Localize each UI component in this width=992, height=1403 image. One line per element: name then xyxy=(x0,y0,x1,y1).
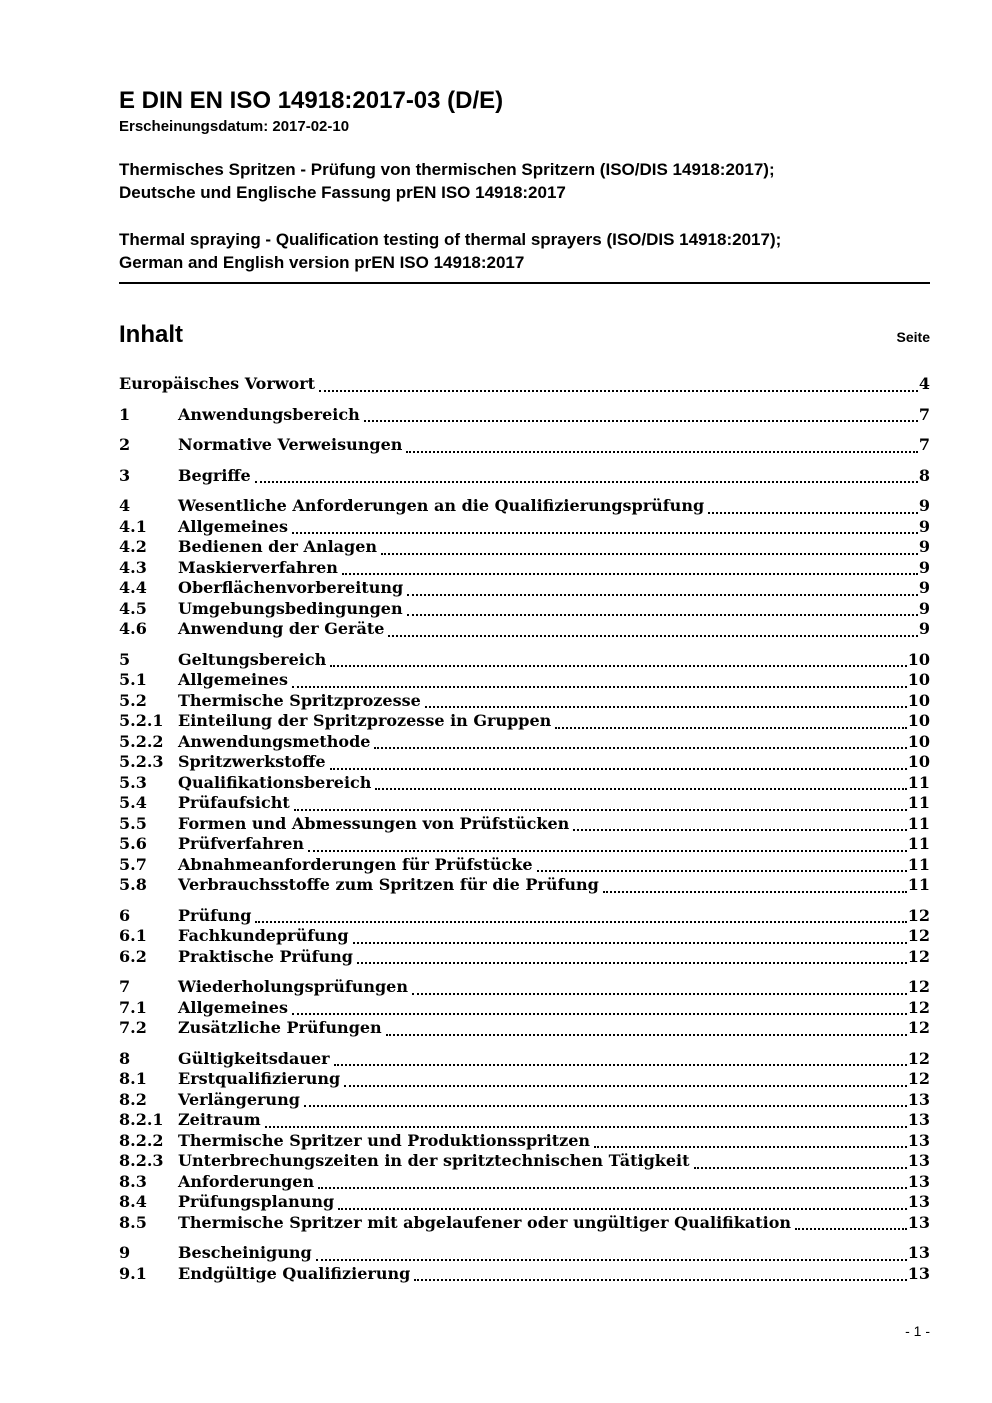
dot-leader xyxy=(265,1126,907,1128)
toc-entry-number: 4.4 xyxy=(119,578,147,597)
toc-entry-page: 13 xyxy=(907,1171,930,1191)
toc-entry-page: 13 xyxy=(907,1151,930,1170)
toc-entry-number: 6 xyxy=(119,905,131,925)
toc-entry-page: 12 xyxy=(907,1069,930,1088)
toc-entry-page: 13 xyxy=(907,1192,930,1211)
dot-leader xyxy=(795,1228,907,1230)
toc-entry xyxy=(119,1049,930,1070)
toc-entry xyxy=(119,1192,930,1213)
toc-entry-title: Anwendung der Geräte xyxy=(178,619,385,638)
toc-entry-title: Thermische Spritzprozesse xyxy=(178,690,421,710)
toc-entry-number: 5 xyxy=(119,649,131,669)
toc-entry xyxy=(119,998,930,1019)
publish-date: Erscheinungsdatum: 2017-02-10 xyxy=(119,118,350,135)
dot-leader xyxy=(708,512,918,514)
toc-entry xyxy=(119,496,930,517)
toc-entry-title: Zusätzliche Prüfungen xyxy=(178,1018,382,1037)
toc-entry-title: Qualifikationsbereich xyxy=(178,772,372,792)
toc-entry-title: Thermische Spritzer mit abgelaufener oder ungültiger Qualifikation xyxy=(178,1212,792,1232)
toc-entry-page: 12 xyxy=(907,1018,930,1037)
toc-entry-number: 5.5 xyxy=(119,813,147,833)
toc-entry-page: 8 xyxy=(918,465,930,485)
title-english xyxy=(119,228,930,274)
dot-leader xyxy=(594,1146,907,1148)
toc-entry-title: Prüfaufsicht xyxy=(178,793,290,812)
toc-entry xyxy=(119,906,930,927)
toc-entry xyxy=(119,1151,930,1172)
toc-entry-number: 5.3 xyxy=(119,772,147,792)
toc-entry-page: 13 xyxy=(907,1110,930,1129)
toc-entry xyxy=(119,435,930,456)
toc-entry-page: 7 xyxy=(918,435,930,454)
toc-entry-page: 7 xyxy=(918,404,930,424)
toc-entry-title: Europäisches Vorwort xyxy=(119,374,316,393)
toc-entry-title: Erstqualifizierung xyxy=(178,1069,341,1088)
toc-entry-page: 10 xyxy=(907,711,930,730)
toc-entry-title: Allgemeines xyxy=(178,670,288,689)
dot-leader xyxy=(344,1085,907,1087)
toc-entry-page: 12 xyxy=(907,997,930,1017)
toc-entry-number: 5.2.2 xyxy=(119,731,164,751)
toc-entry xyxy=(119,875,930,896)
dot-leader xyxy=(319,390,918,392)
dot-leader xyxy=(316,1259,907,1261)
dot-leader xyxy=(603,891,907,893)
title-english-line1: Thermal spraying - Qualification testing of thermal sprayers (ISO/DIS 14918:2017); xyxy=(119,230,782,249)
toc-entry xyxy=(119,855,930,876)
toc-entry-page: 12 xyxy=(907,977,930,996)
toc-entry-title: Spritzwerkstoffe xyxy=(178,752,326,771)
toc-entry-title: Prüfverfahren xyxy=(178,834,305,853)
toc-entry-page: 13 xyxy=(907,1243,930,1262)
dot-leader xyxy=(294,809,907,811)
toc-entry-number: 1 xyxy=(119,404,131,424)
toc-entry-page: 9 xyxy=(918,578,930,597)
toc-entry-title: Begriffe xyxy=(178,465,251,485)
toc-entry-number: 4.3 xyxy=(119,557,147,577)
document-header xyxy=(119,86,930,284)
toc-entry-number: 8.1 xyxy=(119,1069,147,1088)
dot-leader xyxy=(318,1187,907,1189)
toc-entry-title: Thermische Spritzer und Produktionsspritzen xyxy=(178,1130,591,1150)
toc-entry-number: 5.8 xyxy=(119,875,147,894)
toc-entry-number: 8.2.2 xyxy=(119,1130,164,1150)
dot-leader xyxy=(292,532,918,534)
title-german xyxy=(119,158,930,204)
toc-entry-title: Prüfung xyxy=(178,905,252,925)
dot-leader xyxy=(555,727,906,729)
dot-leader xyxy=(357,962,907,964)
toc-entry xyxy=(119,947,930,968)
dot-leader xyxy=(330,768,907,770)
page-column-label: Seite xyxy=(896,329,930,345)
toc-entry-page: 4 xyxy=(918,374,930,393)
dot-leader xyxy=(407,594,918,596)
toc-entry-number: 8.5 xyxy=(119,1212,147,1232)
page-number-footer: - 1 - xyxy=(905,1323,930,1339)
dot-leader xyxy=(573,829,906,831)
toc-entry xyxy=(119,558,930,579)
toc-entry xyxy=(119,977,930,998)
toc-entry-number: 5.7 xyxy=(119,854,147,874)
dot-leader xyxy=(381,553,918,555)
dot-leader xyxy=(342,573,918,575)
toc-entry-title: Normative Verweisungen xyxy=(178,435,403,454)
toc-entry xyxy=(119,405,930,426)
dot-leader xyxy=(412,993,907,995)
toc-entry-number: 5.2.1 xyxy=(119,711,164,730)
toc-entry xyxy=(119,466,930,487)
toc-entry-page: 12 xyxy=(907,1048,930,1068)
toc-entry-page: 11 xyxy=(907,813,930,833)
toc-entry-title: Anwendungsbereich xyxy=(178,404,360,424)
toc-entry-title: Oberflächenvorbereitung xyxy=(178,578,404,597)
toc-entry-title: Praktische Prüfung xyxy=(178,946,353,966)
toc-entry-page: 13 xyxy=(907,1263,930,1283)
toc-entry-number: 8.2.3 xyxy=(119,1151,164,1170)
toc-entry xyxy=(119,752,930,773)
toc-entry xyxy=(119,537,930,558)
title-english-line2: German and English version prEN ISO 14918:2017 xyxy=(119,253,525,272)
dot-leader xyxy=(334,1064,907,1066)
toc-entry-title: Geltungsbereich xyxy=(178,649,327,669)
toc-entry-title: Anwendungsmethode xyxy=(178,731,371,751)
toc-entry-title: Verlängerung xyxy=(178,1089,300,1109)
toc-entry xyxy=(119,1090,930,1111)
dot-leader xyxy=(364,420,918,422)
toc-entry-page: 9 xyxy=(918,496,930,515)
toc-entry-number: 5.4 xyxy=(119,793,147,812)
toc-entry-page: 11 xyxy=(907,772,930,792)
toc-entry-page: 9 xyxy=(918,557,930,577)
dot-leader xyxy=(407,614,918,616)
toc-entry xyxy=(119,1243,930,1264)
toc-entry-title: Unterbrechungszeiten in der spritztechnischen Tätigkeit xyxy=(178,1151,690,1170)
header-divider xyxy=(119,282,930,284)
dot-leader xyxy=(425,706,907,708)
dot-leader xyxy=(414,1279,906,1281)
toc-entry-number: 4.2 xyxy=(119,537,147,556)
toc-entry-number: 2 xyxy=(119,435,131,454)
toc-entry-page: 10 xyxy=(907,670,930,689)
dot-leader xyxy=(537,870,907,872)
dot-leader xyxy=(353,942,907,944)
doc-number-title: E DIN EN ISO 14918:2017-03 (D/E) xyxy=(119,87,504,114)
toc-entry-title: Allgemeines xyxy=(178,516,288,536)
toc-entry-page: 9 xyxy=(918,598,930,618)
toc-entry-number: 4.6 xyxy=(119,619,147,638)
toc-entry-page: 9 xyxy=(918,516,930,536)
toc-entry xyxy=(119,834,930,855)
dot-leader xyxy=(292,1013,907,1015)
toc-entry-number: 9 xyxy=(119,1243,131,1262)
toc-entry xyxy=(119,1018,930,1039)
toc-entry-title: Abnahmeanforderungen für Prüfstücke xyxy=(178,854,533,874)
toc-entry-page: 11 xyxy=(907,834,930,853)
toc-entry xyxy=(119,1213,930,1234)
toc-entry-number: 8.2 xyxy=(119,1089,147,1109)
toc-entry-number: 5.1 xyxy=(119,670,147,689)
toc-entry xyxy=(119,1131,930,1152)
toc-entry-number: 7.2 xyxy=(119,1018,147,1037)
toc-entry-number: 5.2.3 xyxy=(119,752,164,771)
toc-entry xyxy=(119,793,930,814)
toc-entry-title: Anforderungen xyxy=(178,1171,315,1191)
toc-entry-title: Prüfungsplanung xyxy=(178,1192,335,1211)
toc-entry-title: Bescheinigung xyxy=(178,1243,312,1262)
dot-leader xyxy=(388,635,917,637)
toc-entry xyxy=(119,578,930,599)
toc-entry xyxy=(119,814,930,835)
toc-entry xyxy=(119,619,930,640)
dot-leader xyxy=(406,451,917,453)
toc-entry xyxy=(119,1069,930,1090)
toc-entry-title: Formen und Abmessungen von Prüfstücken xyxy=(178,813,570,833)
toc-entry-number: 8.3 xyxy=(119,1171,147,1191)
dot-leader xyxy=(330,665,907,667)
toc-entry-title: Umgebungsbedingungen xyxy=(178,598,403,618)
dot-leader xyxy=(255,921,906,923)
toc-entry xyxy=(119,1264,930,1285)
toc-entry-page: 13 xyxy=(907,1212,930,1232)
dot-leader xyxy=(255,481,918,483)
dot-leader xyxy=(374,747,906,749)
toc-entry-number: 9.1 xyxy=(119,1263,147,1283)
toc-entry-page: 10 xyxy=(907,731,930,751)
toc-entry xyxy=(119,691,930,712)
toc-entry-title: Einteilung der Spritzprozesse in Gruppen xyxy=(178,711,552,730)
toc-entry-number: 7 xyxy=(119,977,131,996)
toc-entry-title: Maskierverfahren xyxy=(178,557,338,577)
toc-entry-title: Fachkundeprüfung xyxy=(178,926,349,945)
toc-entry xyxy=(119,670,930,691)
toc-entry-page: 12 xyxy=(907,905,930,925)
dot-leader xyxy=(292,686,907,688)
toc-entry-number: 4.1 xyxy=(119,516,147,536)
toc-entry xyxy=(119,926,930,947)
toc-entry-number: 8.4 xyxy=(119,1192,147,1211)
toc-entry-title: Wesentliche Anforderungen an die Qualifizierungsprüfung xyxy=(178,496,705,515)
title-german-line1: Thermisches Spritzen - Prüfung von thermischen Spritzern (ISO/DIS 14918:2017); xyxy=(119,160,775,179)
toc-header-row xyxy=(119,320,930,350)
toc-entry-title: Endgültige Qualifizierung xyxy=(178,1263,411,1283)
toc-entry-number: 8 xyxy=(119,1048,131,1068)
toc-entry-page: 10 xyxy=(907,690,930,710)
dot-leader xyxy=(386,1034,907,1036)
toc-list xyxy=(119,374,930,1284)
toc-entry-title: Zeitraum xyxy=(178,1110,261,1129)
dot-leader xyxy=(375,788,906,790)
toc-entry-page: 13 xyxy=(907,1089,930,1109)
toc-entry xyxy=(119,599,930,620)
toc-entry-title: Wiederholungsprüfungen xyxy=(178,977,408,996)
toc-entry-page: 11 xyxy=(907,854,930,874)
title-german-line2: Deutsche und Englische Fassung prEN ISO 14918:2017 xyxy=(119,183,566,202)
toc-entry-number: 4 xyxy=(119,496,131,515)
toc-entry xyxy=(119,1110,930,1131)
toc-entry-page: 11 xyxy=(907,875,930,894)
toc-entry-page: 9 xyxy=(918,619,930,638)
dot-leader xyxy=(304,1105,907,1107)
toc-entry xyxy=(119,773,930,794)
toc-entry-number: 7.1 xyxy=(119,997,147,1017)
toc-entry xyxy=(119,1172,930,1193)
toc-entry-number: 5.6 xyxy=(119,834,147,853)
toc-entry-title: Gültigkeitsdauer xyxy=(178,1048,330,1068)
toc-entry-page: 11 xyxy=(907,793,930,812)
toc-entry-number: 3 xyxy=(119,465,131,485)
toc-entry-page: 10 xyxy=(907,752,930,771)
toc-entry-number: 6.1 xyxy=(119,926,147,945)
toc-entry xyxy=(119,650,930,671)
toc-entry-title: Allgemeines xyxy=(178,997,288,1017)
toc-entry-number: 6.2 xyxy=(119,946,147,966)
toc-entry xyxy=(119,711,930,732)
toc-entry-number: 5.2 xyxy=(119,690,147,710)
toc-entry xyxy=(119,517,930,538)
toc-entry-page: 9 xyxy=(918,537,930,556)
dot-leader xyxy=(308,850,907,852)
toc-entry-page: 12 xyxy=(907,926,930,945)
dot-leader xyxy=(338,1208,907,1210)
dot-leader xyxy=(694,1167,907,1169)
toc-entry xyxy=(119,374,930,395)
toc-entry-page: 13 xyxy=(907,1130,930,1150)
table-of-contents xyxy=(119,320,930,1284)
toc-entry-page: 10 xyxy=(907,649,930,669)
toc-entry-page: 12 xyxy=(907,946,930,966)
toc-entry-number: 8.2.1 xyxy=(119,1110,164,1129)
toc-entry-number: 4.5 xyxy=(119,598,147,618)
toc-heading: Inhalt xyxy=(119,321,183,348)
toc-entry-title: Verbrauchsstoffe zum Spritzen für die Prüfung xyxy=(178,875,599,894)
toc-entry-title: Bedienen der Anlagen xyxy=(178,537,378,556)
toc-entry xyxy=(119,732,930,753)
